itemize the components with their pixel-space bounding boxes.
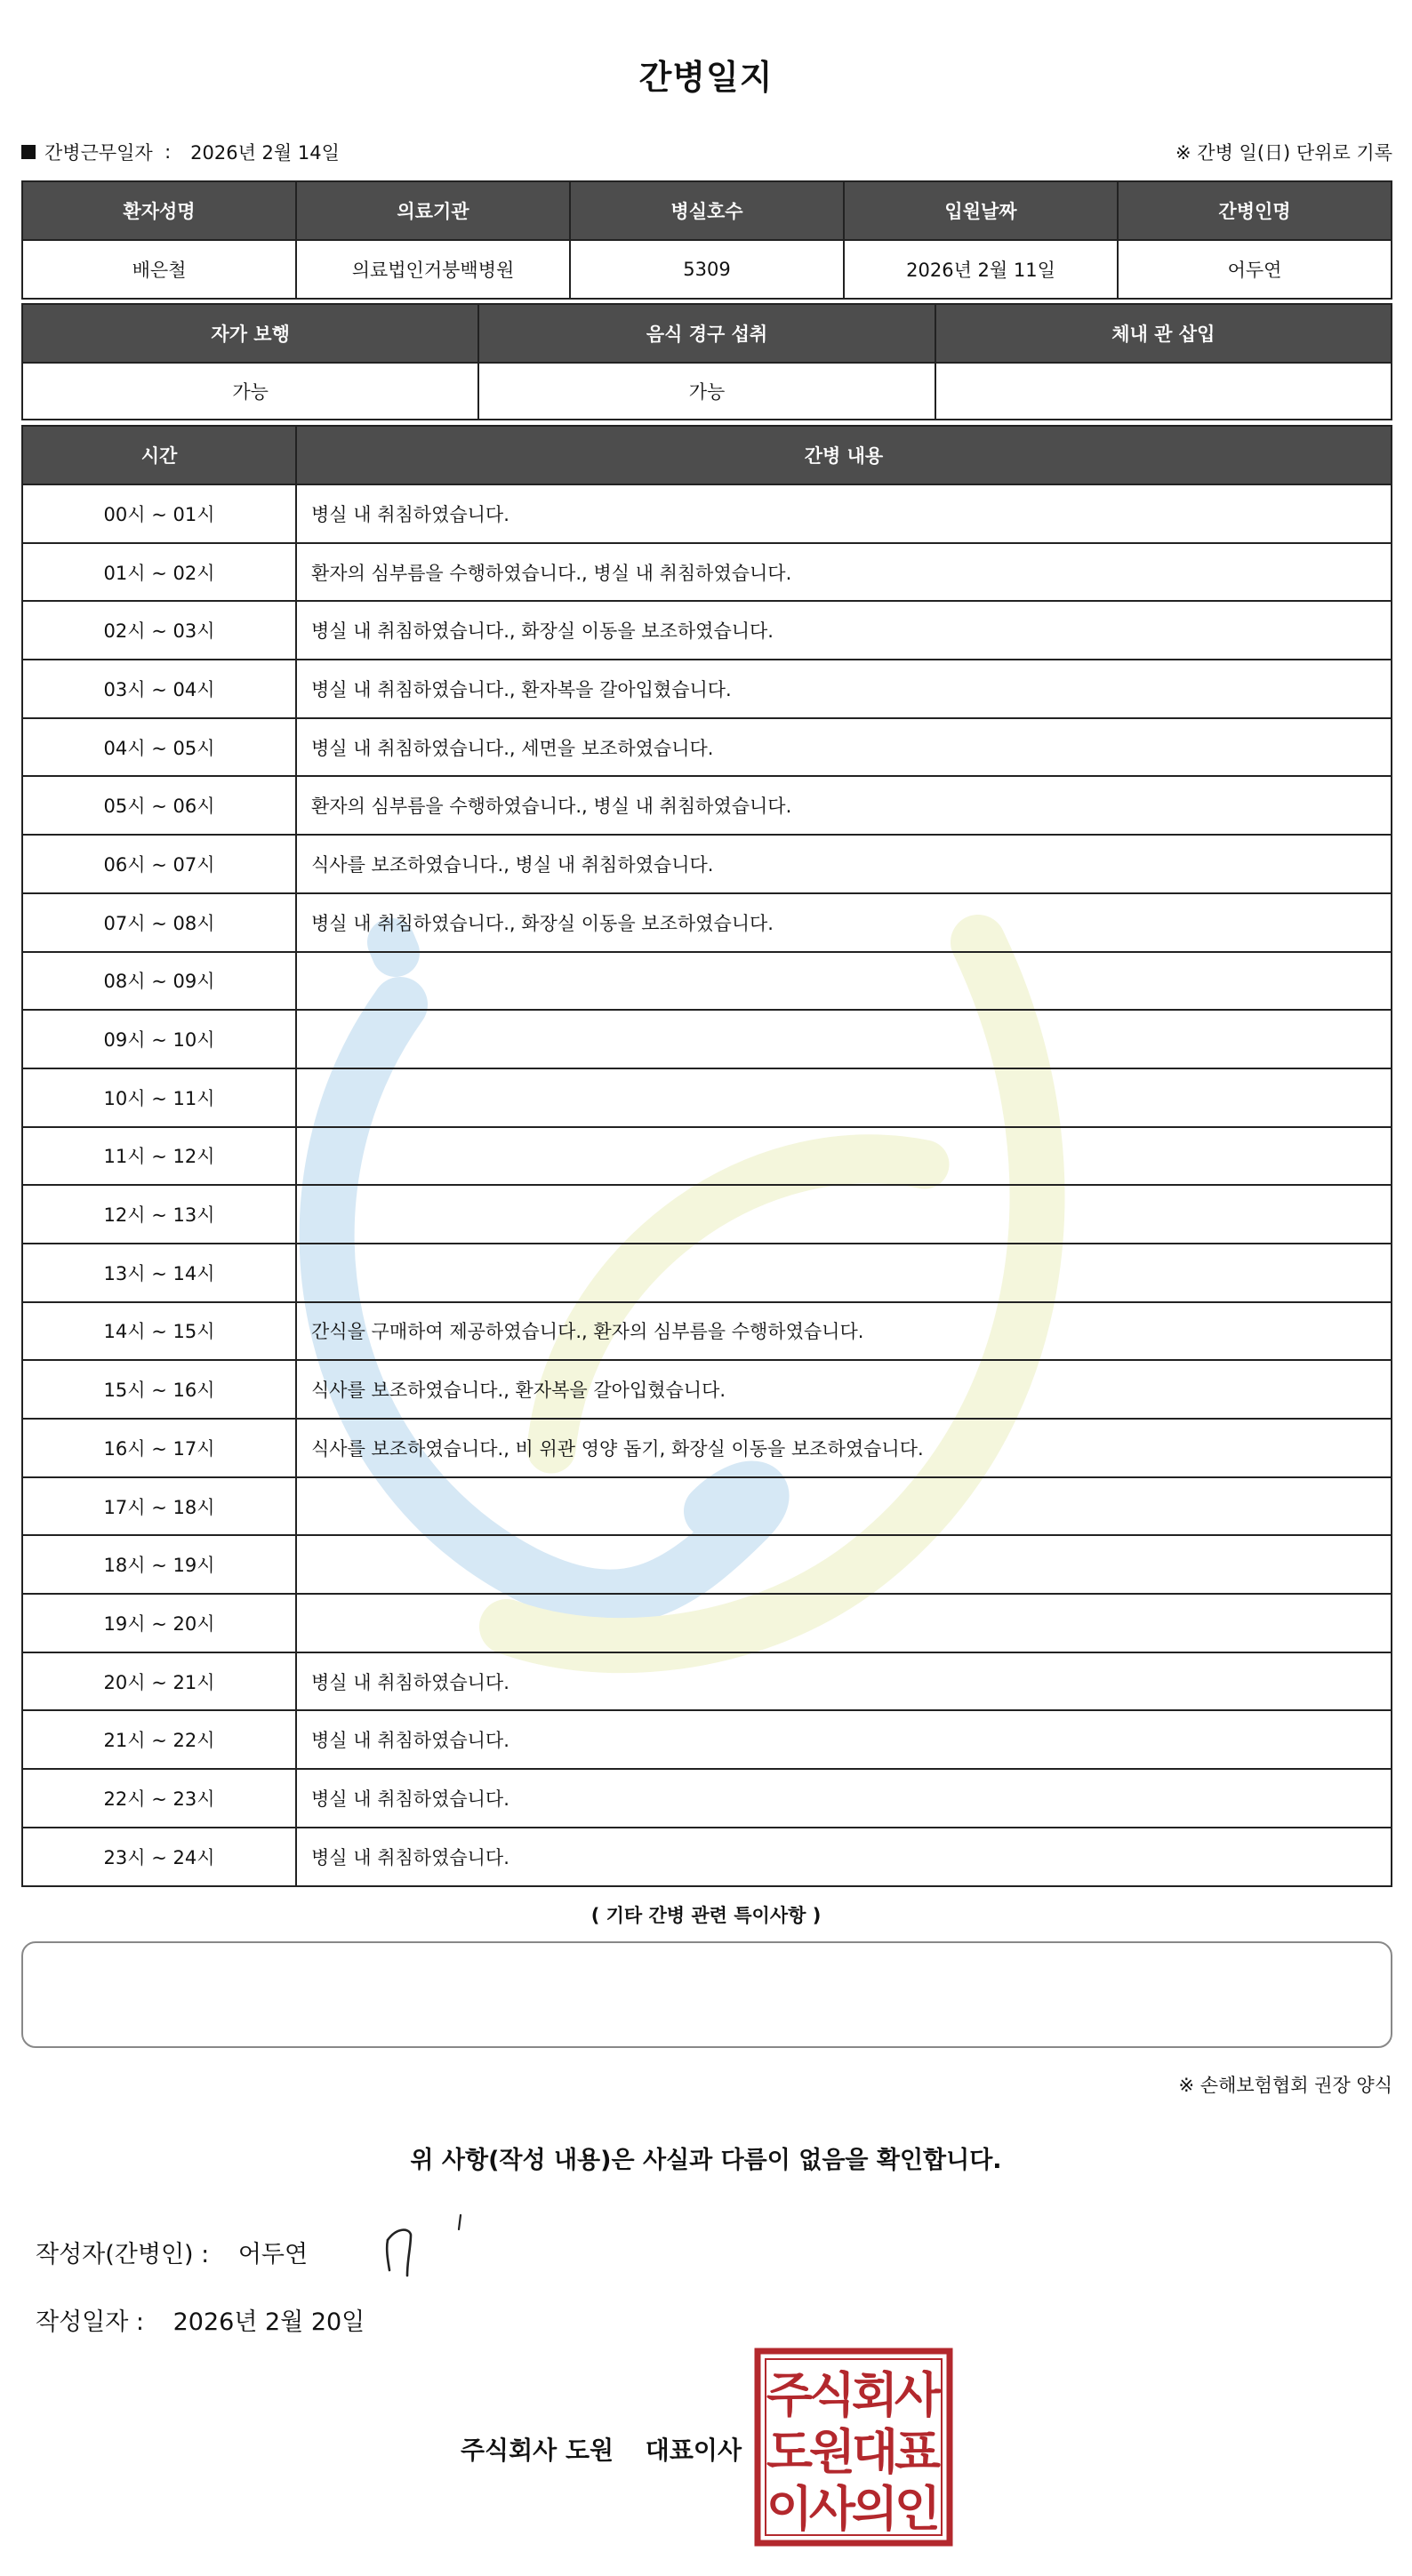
seal-character: 표 — [894, 2424, 942, 2480]
square-bullet-icon — [21, 145, 36, 159]
daily-record-note: ※ 간병 일(日) 단위로 기록 — [1175, 142, 1392, 164]
care-log-row — [22, 1068, 1392, 1127]
seal-character: 도 — [766, 2424, 814, 2480]
care-log-content — [296, 1010, 1392, 1068]
care-log-content: 병실 내 취침하였습니다. — [296, 1652, 1392, 1711]
oral-intake-value: 가능 — [478, 363, 935, 420]
care-log-content: 병실 내 취침하였습니다. — [296, 484, 1392, 543]
care-log-row — [22, 660, 1392, 718]
care-log-time: 17시 ~ 18시 — [22, 1477, 296, 1536]
writer-line — [36, 2235, 308, 2269]
care-log-row — [22, 1302, 1392, 1361]
care-log-content: 환자의 심부름을 수행하였습니다., 병실 내 취침하였습니다. — [296, 543, 1392, 602]
header-tube-insertion: 체내 관 삽입 — [935, 304, 1392, 363]
care-log-time: 10시 ~ 11시 — [22, 1068, 296, 1127]
header-room-number: 병실호수 — [570, 181, 844, 240]
care-log-time: 18시 ~ 19시 — [22, 1535, 296, 1594]
care-log-header-row — [22, 426, 1392, 484]
writer-name: 어두연 — [237, 2241, 309, 2268]
care-log-time: 07시 ~ 08시 — [22, 893, 296, 952]
care-log-time: 13시 ~ 14시 — [22, 1244, 296, 1302]
care-log-row — [22, 1477, 1392, 1536]
care-log-row — [22, 1594, 1392, 1652]
care-log-row — [22, 952, 1392, 1011]
header-self-walking: 자가 보행 — [22, 304, 478, 363]
care-log-row — [22, 718, 1392, 777]
care-log-content — [296, 1127, 1392, 1186]
care-log-row — [22, 1185, 1392, 1244]
header-time: 시간 — [22, 426, 296, 484]
patient-name: 배은철 — [22, 240, 296, 299]
header-care-content: 간병 내용 — [296, 426, 1392, 484]
care-log-content: 식사를 보조하였습니다., 환자복을 갈아입혔습니다. — [296, 1360, 1392, 1419]
care-log-row — [22, 1127, 1392, 1186]
written-date-line — [36, 2302, 365, 2337]
patient-status-value-row — [22, 363, 1392, 420]
care-log-content: 병실 내 취침하였습니다., 화장실 이동을 보조하였습니다. — [296, 893, 1392, 952]
patient-status-header-row — [22, 304, 1392, 363]
seal-character: 식 — [808, 2367, 856, 2423]
self-walking-value: 가능 — [22, 363, 478, 420]
care-log-time: 08시 ~ 09시 — [22, 952, 296, 1011]
remarks-title: ( 기타 간병 관련 특이사항 ) — [590, 1905, 822, 1926]
care-log-time: 15시 ~ 16시 — [22, 1360, 296, 1419]
care-log-content — [296, 1535, 1392, 1594]
care-log-row — [22, 1010, 1392, 1068]
care-log-row — [22, 1535, 1392, 1594]
seal-character: 대 — [851, 2424, 899, 2480]
seal-character: 의 — [851, 2481, 899, 2537]
care-log-time: 01시 ~ 02시 — [22, 543, 296, 602]
care-log-row — [22, 484, 1392, 543]
care-log-row — [22, 1419, 1392, 1477]
care-log-content: 환자의 심부름을 수행하였습니다., 병실 내 취침하였습니다. — [296, 776, 1392, 835]
care-log-time: 12시 ~ 13시 — [22, 1185, 296, 1244]
care-log-content: 식사를 보조하였습니다., 병실 내 취침하였습니다. — [296, 835, 1392, 893]
patient-info-value-row — [22, 240, 1392, 299]
writer-label: 작성자(간병인) : — [36, 2241, 210, 2268]
care-log-content: 간식을 구매하여 제공하였습니다., 환자의 심부름을 수행하였습니다. — [296, 1302, 1392, 1361]
care-log-table — [21, 425, 1392, 1887]
seal-character: 인 — [894, 2481, 942, 2537]
care-log-time: 11시 ~ 12시 — [22, 1127, 296, 1186]
care-log-row — [22, 1710, 1392, 1769]
care-log-row — [22, 1828, 1392, 1886]
care-log-time: 09시 ~ 10시 — [22, 1010, 296, 1068]
work-date-separator: : — [164, 141, 172, 163]
care-log-content: 병실 내 취침하였습니다., 화장실 이동을 보조하였습니다. — [296, 601, 1392, 660]
care-log-time: 03시 ~ 04시 — [22, 660, 296, 718]
care-log-time: 04시 ~ 05시 — [22, 718, 296, 777]
care-log-row — [22, 1652, 1392, 1711]
work-date-value: 2026년 2월 14일 — [190, 142, 340, 164]
care-log-row — [22, 1769, 1392, 1828]
care-log-time: 06시 ~ 07시 — [22, 835, 296, 893]
company-representative-title: 대표이사 — [645, 2436, 742, 2465]
care-log-row — [22, 1360, 1392, 1419]
header-patient-name: 환자성명 — [22, 181, 296, 240]
medical-institution: 의료법인거붕백병원 — [296, 240, 570, 299]
admission-date: 2026년 2월 11일 — [844, 240, 1118, 299]
header-oral-intake: 음식 경구 섭취 — [478, 304, 935, 363]
confirmation-statement: 위 사항(작성 내용)은 사실과 다름이 없음을 확인합니다. — [410, 2147, 1002, 2174]
header-caregiver-name: 간병인명 — [1118, 181, 1392, 240]
handwritten-signature — [377, 2208, 475, 2279]
company-seal — [754, 2348, 953, 2547]
care-log-content: 병실 내 취침하였습니다., 세면을 보조하였습니다. — [296, 718, 1392, 777]
care-log-time: 16시 ~ 17시 — [22, 1419, 296, 1477]
seal-character: 사 — [808, 2481, 856, 2537]
care-log-content — [296, 1185, 1392, 1244]
seal-character: 이 — [766, 2481, 814, 2537]
tube-insertion-value — [935, 363, 1392, 420]
remarks-box — [21, 1941, 1392, 2048]
written-date-label: 작성일자 : — [36, 2308, 145, 2336]
care-log-time: 23시 ~ 24시 — [22, 1828, 296, 1886]
seal-character: 주 — [766, 2367, 814, 2423]
written-date-value: 2026년 2월 20일 — [172, 2308, 365, 2336]
seal-character: 회 — [851, 2367, 899, 2423]
care-log-time: 05시 ~ 06시 — [22, 776, 296, 835]
care-log-row — [22, 601, 1392, 660]
page-title: 간병일지 — [638, 58, 774, 97]
care-log-content: 병실 내 취침하였습니다. — [296, 1769, 1392, 1828]
work-date-line — [21, 139, 340, 165]
care-log-row — [22, 893, 1392, 952]
care-log-content: 병실 내 취침하였습니다. — [296, 1828, 1392, 1886]
care-log-content — [296, 1244, 1392, 1302]
care-log-time: 22시 ~ 23시 — [22, 1769, 296, 1828]
patient-info-table — [21, 180, 1392, 300]
care-log-time: 00시 ~ 01시 — [22, 484, 296, 543]
care-log-content: 병실 내 취침하였습니다. — [296, 1710, 1392, 1769]
caregiver-name: 어두연 — [1118, 240, 1392, 299]
header-medical-institution: 의료기관 — [296, 181, 570, 240]
care-log-content — [296, 952, 1392, 1011]
care-log-time: 14시 ~ 15시 — [22, 1302, 296, 1361]
room-number: 5309 — [570, 240, 844, 299]
patient-info-header-row — [22, 181, 1392, 240]
company-name: 주식회사 도원 — [461, 2436, 614, 2465]
care-log-content — [296, 1068, 1392, 1127]
seal-character: 사 — [894, 2367, 942, 2423]
care-log-content: 식사를 보조하였습니다., 비 위관 영양 돕기, 화장실 이동을 보조하였습니다. — [296, 1419, 1392, 1477]
care-log-content: 병실 내 취침하였습니다., 환자복을 갈아입혔습니다. — [296, 660, 1392, 718]
care-log-row — [22, 1244, 1392, 1302]
header-admission-date: 입원날짜 — [844, 181, 1118, 240]
care-log-time: 19시 ~ 20시 — [22, 1594, 296, 1652]
care-log-row — [22, 835, 1392, 893]
care-log-row — [22, 543, 1392, 602]
care-log-content — [296, 1477, 1392, 1536]
patient-status-table — [21, 303, 1392, 420]
form-source-note: ※ 손해보험협회 권장 양식 — [1178, 2075, 1392, 2096]
care-log-content — [296, 1594, 1392, 1652]
company-line — [461, 2431, 742, 2467]
care-log-time: 21시 ~ 22시 — [22, 1710, 296, 1769]
care-log-row — [22, 776, 1392, 835]
work-date-label: 간병근무일자 — [44, 142, 153, 164]
care-log-time: 20시 ~ 21시 — [22, 1652, 296, 1711]
seal-character: 원 — [808, 2424, 856, 2480]
care-log-time: 02시 ~ 03시 — [22, 601, 296, 660]
